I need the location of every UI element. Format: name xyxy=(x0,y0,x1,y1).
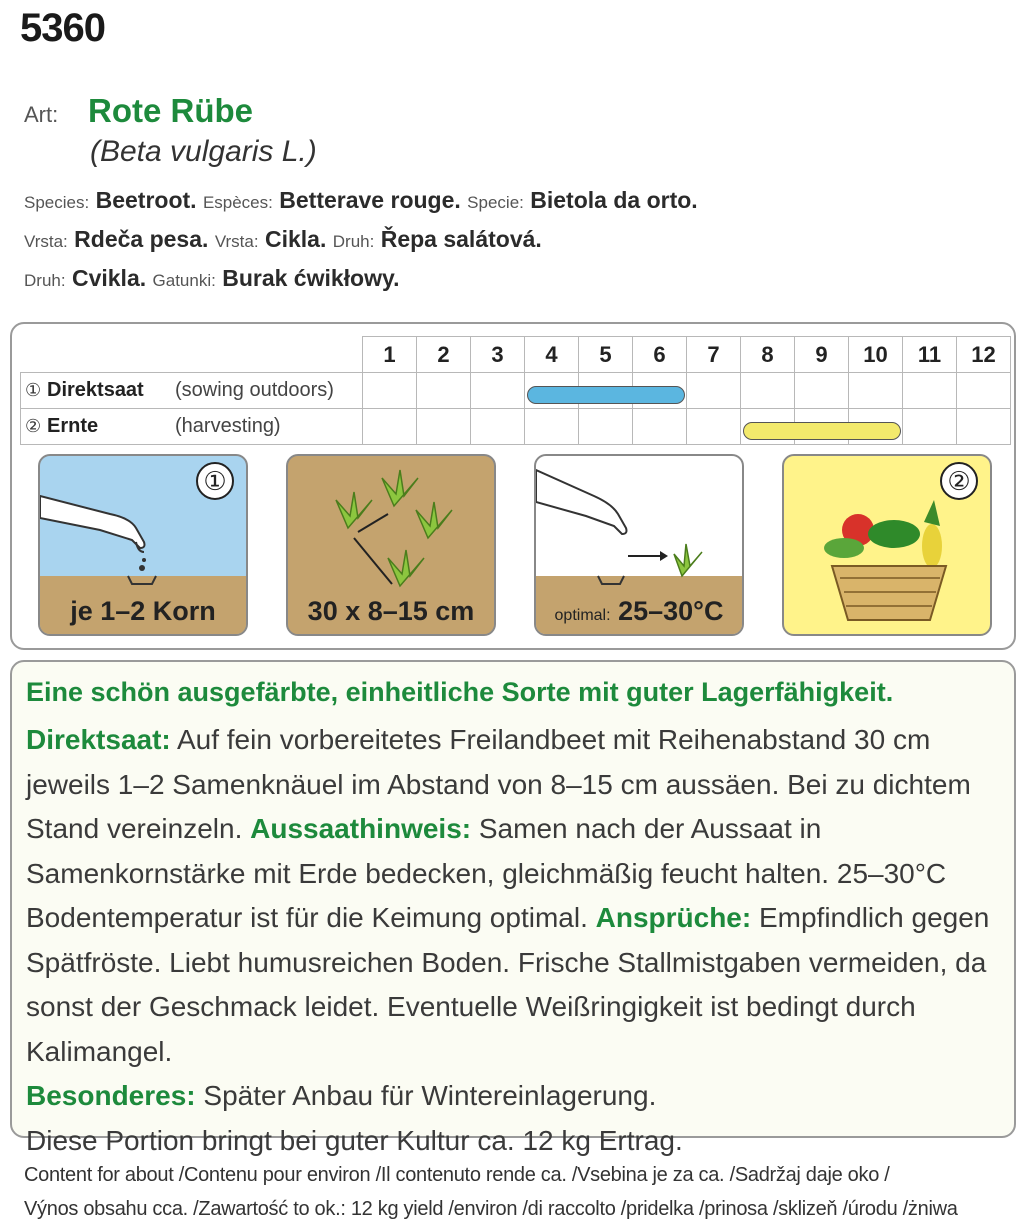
footer-yield: Content for about /Contenu pour environ /Il contenuto rende ca. /Vsebina je za ca. /Sadržaj daje oko / Výnos obsahu cca. /Zawartość to ok.: 12 kg yield /environ /di raccolto /pridelka /prinosa /sklizeň /úrodu /żniwa xyxy=(24,1164,958,1220)
direktsaat-heading: Direktsaat: xyxy=(26,724,171,755)
spacing-caption: 30 x 8–15 cm xyxy=(288,588,494,634)
sowing-tile xyxy=(38,454,248,636)
yield-line: Diese Portion bringt bei guter Kultur ca. 12 kg Ertrag. xyxy=(26,1124,683,1156)
ansprueche-heading: Ansprüche: xyxy=(595,902,752,933)
temperature-caption: optimal: 25–30°C xyxy=(536,588,742,634)
harvest-tile xyxy=(782,454,992,636)
month-11: 11 xyxy=(903,337,957,373)
harvest-row: ② Ernte (harvesting) xyxy=(21,409,1011,445)
sowing-row: ① Direktsaat (sowing outdoors) xyxy=(21,373,1011,409)
besonderes-paragraph: Besonderes: Später Anbau für Wintereinlagerung. xyxy=(26,1080,657,1111)
month-5: 5 xyxy=(579,337,633,373)
besonderes-heading: Besonderes: xyxy=(26,1080,196,1111)
art-row xyxy=(24,92,253,130)
month-7: 7 xyxy=(687,337,741,373)
month-2: 2 xyxy=(417,337,471,373)
species-line-3: Druh: Cvikla. Gatunki: Burak ćwikłowy. xyxy=(24,265,400,291)
aussaat-heading: Aussaathinweis: xyxy=(250,813,472,844)
species-translations xyxy=(24,182,698,299)
step-1-badge: ① xyxy=(196,462,234,500)
month-10: 10 xyxy=(849,337,903,373)
germination-tile xyxy=(534,454,744,636)
month-4: 4 xyxy=(525,337,579,373)
month-8: 8 xyxy=(741,337,795,373)
calendar-panel xyxy=(10,322,1016,650)
month-3: 3 xyxy=(471,337,525,373)
art-label: Art: xyxy=(24,102,59,127)
month-6: 6 xyxy=(633,337,687,373)
step-2-badge: ② xyxy=(940,462,978,500)
month-12: 12 xyxy=(957,337,1011,373)
sowing-label: Direktsaat xyxy=(47,379,144,401)
spacing-tile xyxy=(286,454,496,636)
sowing-caption: je 1–2 Korn xyxy=(40,588,246,634)
description-body: Direktsaat: Auf fein vorbereitetes Freilandbeet mit Reihenabstand 30 cm jeweils 1–2 Samenknäuel im Abstand von 8–15 cm aussäen. Bei zu dichtem Stand vereinzeln. Aussaathinweis: Samen nach der Aussaat in Samenkornstärke mit Erde bedecken, gleichmäßig feucht halten. 25–30°C Bodentemperatur ist für die Keimung optimal. Ansprüche: Empfindlich gegen Spätfröste. Liebt humusreichen Boden. Frische Stallmistgaben vermeiden, da sonst der Geschmack leidet. Eventuelle Weißringigkeit ist bedingt durch Kalimangel. Besonderes: Später Anbau für Wintereinlagerung. Diese Portion bringt bei guter Kultur ca. 12 kg Ertrag. xyxy=(26,718,1000,1163)
species-line-1: Species: Beetroot. Espèces: Betterave rouge. Specie: Bietola da orto. xyxy=(24,187,698,213)
calendar-table xyxy=(20,336,1011,445)
description-headline: Eine schön ausgefärbte, einheitliche Sorte mit guter Lagerfähigkeit. xyxy=(26,677,894,707)
species-line-2: Vrsta: Rdeča pesa. Vrsta: Cikla. Druh: Řepa salátová. xyxy=(24,226,542,252)
month-1: 1 xyxy=(363,337,417,373)
latin-name: (Beta vulgaris L.) xyxy=(90,135,317,168)
month-9: 9 xyxy=(795,337,849,373)
harvest-label: Ernte xyxy=(47,415,99,437)
product-code: 5360 xyxy=(20,6,105,50)
art-name: Rote Rübe xyxy=(88,92,253,129)
description-panel xyxy=(10,660,1016,1156)
